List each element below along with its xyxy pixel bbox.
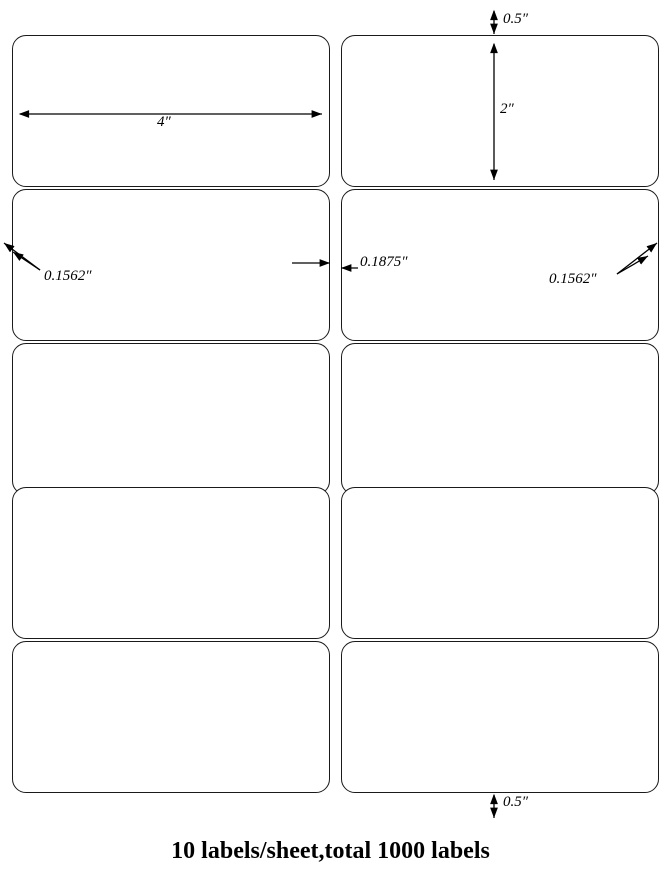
- label-cell: [12, 487, 330, 639]
- label-cell: [12, 189, 330, 341]
- label-cell: [341, 487, 659, 639]
- label-cell: [12, 641, 330, 793]
- column-gap-label: 0.1875″: [360, 254, 408, 270]
- label-width-label: 4″: [157, 114, 171, 130]
- top-margin-label: 0.5″: [503, 11, 528, 27]
- label-height-label: 2″: [500, 101, 514, 117]
- sheet-caption: 10 labels/sheet,total 1000 labels: [171, 838, 490, 864]
- label-cell: [341, 641, 659, 793]
- label-cell: [12, 343, 330, 495]
- left-inset-label: 0.1562″: [44, 268, 92, 284]
- label-cell: [12, 35, 330, 187]
- bottom-margin-label: 0.5″: [503, 794, 528, 810]
- right-inset-label: 0.1562″: [549, 271, 597, 287]
- label-cell: [341, 343, 659, 495]
